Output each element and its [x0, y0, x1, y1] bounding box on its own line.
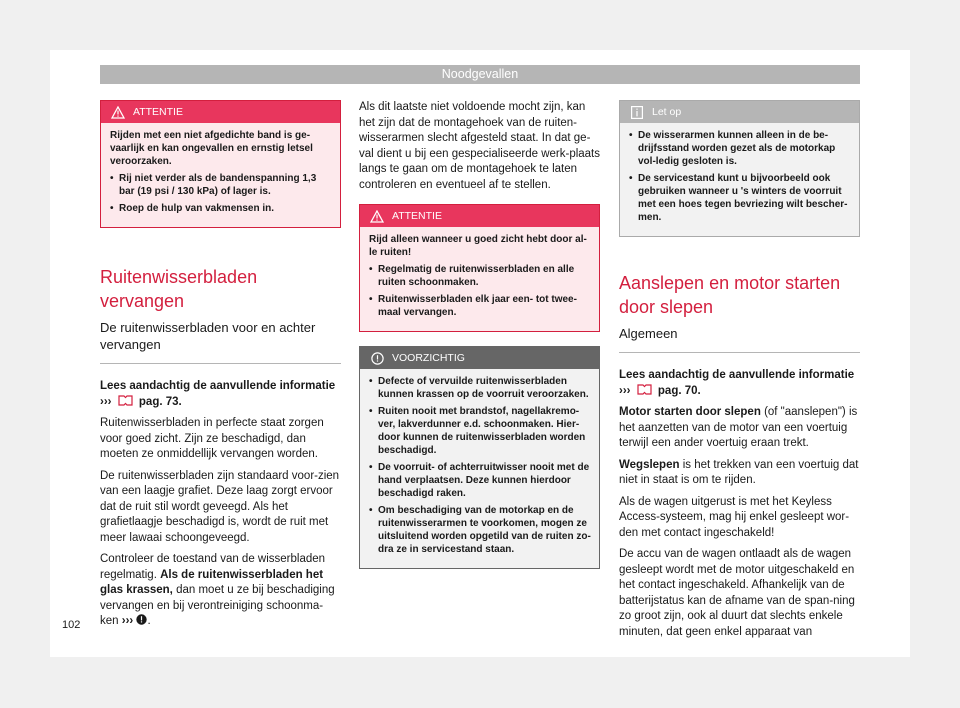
paragraph: Controleer de toestand van de wisserbladen regelmatig. Als de ruitenwisserbladen het glas krassen, dan moet u ze bij beschadiging vervangen en bij verontreiniging schoonma-ken ››› .	[100, 552, 341, 631]
reference-note	[100, 379, 341, 410]
warning-triangle-icon	[370, 209, 384, 223]
warning-intro: Rijd alleen wanneer u goed zicht hebt door al-le ruiten!	[369, 234, 587, 258]
reference-page-link[interactable]: pag. 70.	[657, 384, 701, 397]
list-item: • Om beschadiging van de motorkap en de ruitenwisserarmen te voorkomen, mogen ze uitsluitend worden opgetild van de ruiten zo-dra ze in servicestand staan.	[369, 504, 591, 556]
paragraph	[619, 458, 860, 489]
warning-intro: Rijden met een niet afgedichte band is ge-vaarlijk en kan ongevallen en ernstig letsel veroorzaken.	[110, 130, 313, 167]
section-title: Ruitenwisserbladen vervangen	[100, 267, 258, 311]
column-middle	[359, 100, 600, 569]
reference-arrows: ›››	[100, 395, 112, 408]
paragraph-emphasis: Als de ruitenwisserbladen het glas krassen,	[100, 568, 324, 596]
paragraph-text: is het trekken van een voertuig dat niet in staat is om te rijden.	[619, 458, 859, 486]
warning-header	[360, 205, 599, 227]
paragraph-text: Controleer de toestand van de wisserbladen regelmatig.	[100, 553, 326, 581]
note-header	[620, 101, 859, 123]
column-left	[100, 100, 341, 637]
reference-page-link[interactable]: pag. 73.	[138, 395, 182, 408]
list-item: • De voorruit- of achterruitwisser nooit met de hand verplaatsen. Deze kunnen hierdoor beschadigd raken.	[369, 461, 591, 500]
warning-header	[101, 101, 340, 123]
caution-circle-icon[interactable]	[136, 614, 147, 631]
note-box	[619, 100, 860, 237]
caution-box	[359, 346, 600, 569]
note-label: Let op	[652, 106, 682, 118]
column-right	[619, 100, 860, 646]
reference-label: Lees aandachtig de aanvullende informatie	[619, 369, 855, 381]
list-item: • De wisserarmen kunnen alleen in de be-drijfsstand worden gezet als de motorkap vol-ledig gesloten is.	[629, 129, 851, 168]
term: Wegslepen	[619, 458, 680, 471]
paragraph: De accu van de wagen ontlaadt als de wagen gesleept wordt met de motor uitgeschakeld en het contact ingeschakeld. Afhankelijk van de batterijstatus kan de afname van de span-ning zo groot zijn, ook al duurt dat slechts enkele minuten, dat geen enkel apparaat van	[619, 548, 855, 638]
divider	[100, 363, 341, 364]
term: Motor starten door slepen	[619, 406, 761, 418]
reference-label: Lees aandachtig de aanvullende informatie	[100, 380, 336, 392]
list-item: • Rij niet verder als de bandenspanning 1,3 bar (19 psi / 130 kPa) of lager is.	[110, 172, 332, 198]
paragraph-text: dan moet u ze bij beschadiging vervangen en bij verontreiniging schoonma-ken	[100, 584, 335, 627]
section-subtitle: Algemeen	[619, 326, 678, 341]
paragraph: De ruitenwisserbladen zijn standaard voor-zien van een laagje grafiet. Deze laag zorgt ervoor dat de ruit stil wordt geveegd. Als het grafietlaagje beschadigd is, wordt de ruit met meer lawaai schoongeveegd.	[100, 469, 340, 544]
section-title: Aanslepen en motor starten door slepen	[619, 273, 841, 317]
page-header: Noodgevallen	[100, 65, 860, 84]
divider	[619, 352, 860, 353]
caution-header	[360, 347, 599, 369]
section-subtitle: De ruitenwisserbladen voor en achter vervangen	[100, 320, 316, 352]
warning-box	[359, 204, 600, 332]
list-item: • Roep de hulp van vakmensen in.	[110, 202, 332, 215]
paragraph: Als dit laatste niet voldoende mocht zijn, kan het zijn dat de montagehoek van de ruiten-wisserarmen slecht afgesteld staat. In dat ge-val dient u bij een gespecialiseerde werk-plaats langs te gaan om de montagehoek te laten controleren en eventueel af te stellen.	[359, 101, 601, 191]
caution-label: VOORZICHTIG	[392, 352, 465, 364]
reference-arrows: ›››	[121, 615, 134, 627]
paragraph-text: (of "aanslepen") is het aanzetten van de motor van een voertuig terwijl een ander voertuig eraan trekt.	[619, 406, 858, 449]
warning-box	[100, 100, 341, 228]
book-reference-icon	[118, 395, 133, 405]
list-item: • Ruiten nooit met brandstof, nagellakremo-ver, lakverdunner e.d. schoonmaken. Hier-door kunnen de ruitenwisserbladen worden beschadigd.	[369, 405, 591, 457]
book-reference-icon	[637, 384, 652, 394]
paragraph: Ruitenwisserbladen in perfecte staat zorgen voor goed zicht. Zijn ze beschadigd, dan moeten ze onmiddellijk vervangen worden.	[100, 417, 324, 460]
reference-note	[619, 368, 860, 399]
info-icon	[630, 105, 644, 119]
warning-label: ATTENTIE	[392, 210, 442, 222]
caution-circle-icon	[370, 351, 384, 365]
list-item: • De servicestand kunt u bijvoorbeeld ook gebruiken wanneer u 's winters de voorruit met een hoes tegen bevriezing wilt bescher-men.	[629, 172, 851, 224]
list-item: • Ruitenwisserbladen elk jaar een- tot twee-maal vervangen.	[369, 293, 591, 319]
reference-arrows: ›››	[619, 384, 631, 397]
list-item: • Regelmatig de ruitenwisserbladen en alle ruiten schoonmaken.	[369, 263, 591, 289]
list-item: • Defecte of vervuilde ruitenwisserbladen kunnen krassen op de voorruit veroorzaken.	[369, 375, 591, 401]
warning-label: ATTENTIE	[133, 106, 183, 118]
paragraph: Als de wagen uitgerust is met het Keyless Access-systeem, mag hij enkel gesleept wor-den met contact ingeschakeld!	[619, 495, 850, 539]
page-number: 102	[62, 619, 81, 631]
paragraph	[619, 405, 860, 452]
warning-triangle-icon	[111, 105, 125, 119]
